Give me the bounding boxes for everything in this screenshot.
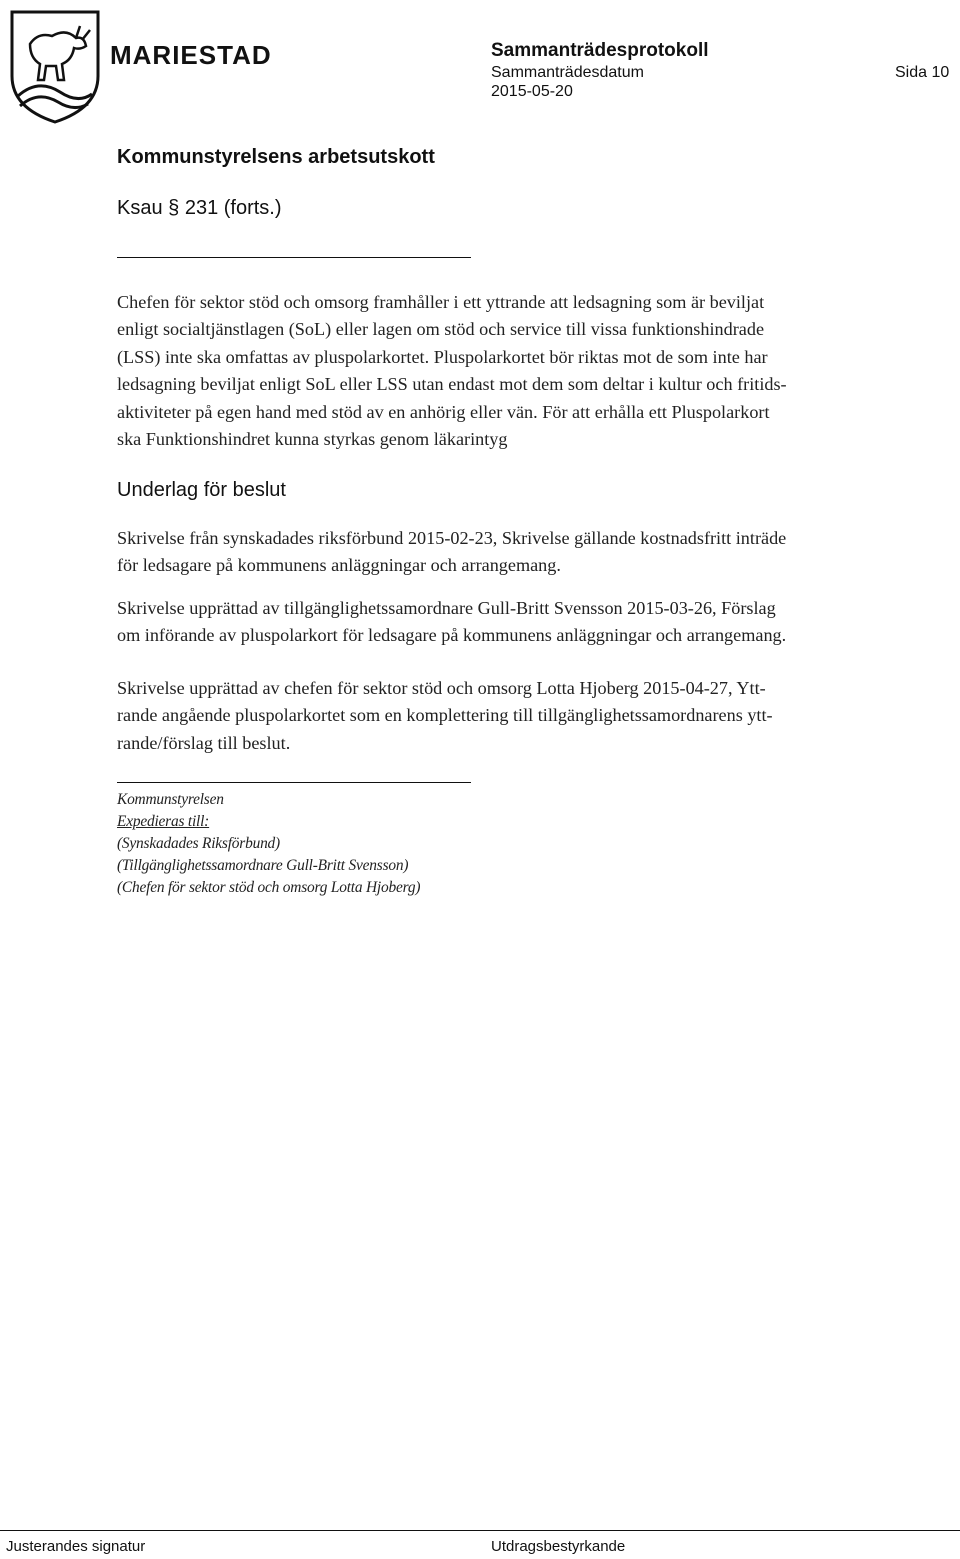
page-number: Sida 10: [895, 64, 950, 81]
paragraph-reference: Ksau § 231 (forts.): [117, 197, 282, 219]
basis-item: [117, 525, 947, 580]
text-line: rande/förslag till beslut.: [117, 732, 291, 753]
signature-label: Justerandes signatur: [6, 1538, 146, 1555]
text-line: Skrivelse upprättad av chefen för sektor stöd och omsorg Lotta Hjoberg 2015-04-27, Ytt-: [117, 678, 766, 698]
text-line: aktiviteter på egen hand med stöd av en anhörig eller vän. För att erhålla ett Pluspolarkort: [117, 401, 770, 422]
section-heading: Underlag för beslut: [117, 479, 286, 501]
meeting-date-label: Sammanträdesdatum: [491, 64, 644, 81]
text-line: enligt socialtjänstlagen (SoL) eller lagen om stöd och service till vissa funktionshindrade: [117, 319, 765, 340]
distribution-label: Expedieras till:: [117, 813, 210, 830]
text-line: Chefen för sektor stöd och omsorg framhåller i ett yttrande att ledsagning som är beviljat: [117, 292, 765, 312]
text-line: Skrivelse upprättad av tillgänglighetssamordnare Gull-Britt Svensson 2015-03-26, Förslag: [117, 598, 776, 618]
distribution-recipient: (Synskadades Riksförbund): [117, 835, 280, 852]
divider: [117, 257, 471, 258]
divider: [117, 782, 471, 783]
distribution-recipient: (Chefen för sektor stöd och omsorg Lotta Hjoberg): [117, 879, 421, 896]
text-line: Skrivelse från synskadades riksförbund 2015-02-23, Skrivelse gällande kostnadsfritt inträde: [117, 528, 787, 548]
meeting-date: 2015-05-20: [491, 83, 573, 100]
basis-item: [117, 595, 947, 650]
basis-item: [117, 675, 947, 757]
text-line: (LSS) inte ska omfattas av pluspolarkortet. Pluspolarkortet bör riktas mot de som inte har: [117, 346, 768, 367]
logo-wordmark: MARIESTAD: [110, 40, 272, 70]
certification-label: Utdragsbestyrkande: [491, 1538, 626, 1555]
distribution-body: Kommunstyrelsen: [117, 791, 224, 808]
committee-title: Kommunstyrelsens arbetsutskott: [117, 146, 435, 168]
footer-divider: [0, 1530, 960, 1531]
mariestad-coat-of-arms-icon: [8, 8, 102, 126]
text-line: om införande av pluspolarkort för ledsagare på kommunens anläggningar och arrangemang.: [117, 625, 787, 646]
main-paragraph: [117, 289, 947, 453]
distribution-recipient: (Tillgänglighetssamordnare Gull-Britt Svensson): [117, 857, 409, 874]
text-line: för ledsagare på kommunens anläggningar och arrangemang.: [117, 555, 561, 576]
document-type: Sammanträdesprotokoll: [491, 40, 709, 61]
text-line: rande angående pluspolarkortet som en komplettering till tillgänglighetssamordnarens ytt-: [117, 705, 773, 726]
text-line: ska Funktionshindret kunna styrkas genom läkarintyg: [117, 429, 508, 450]
text-line: ledsagning beviljat enligt SoL eller LSS utan endast mot dem som deltar i kultur och fritids-: [117, 374, 787, 395]
